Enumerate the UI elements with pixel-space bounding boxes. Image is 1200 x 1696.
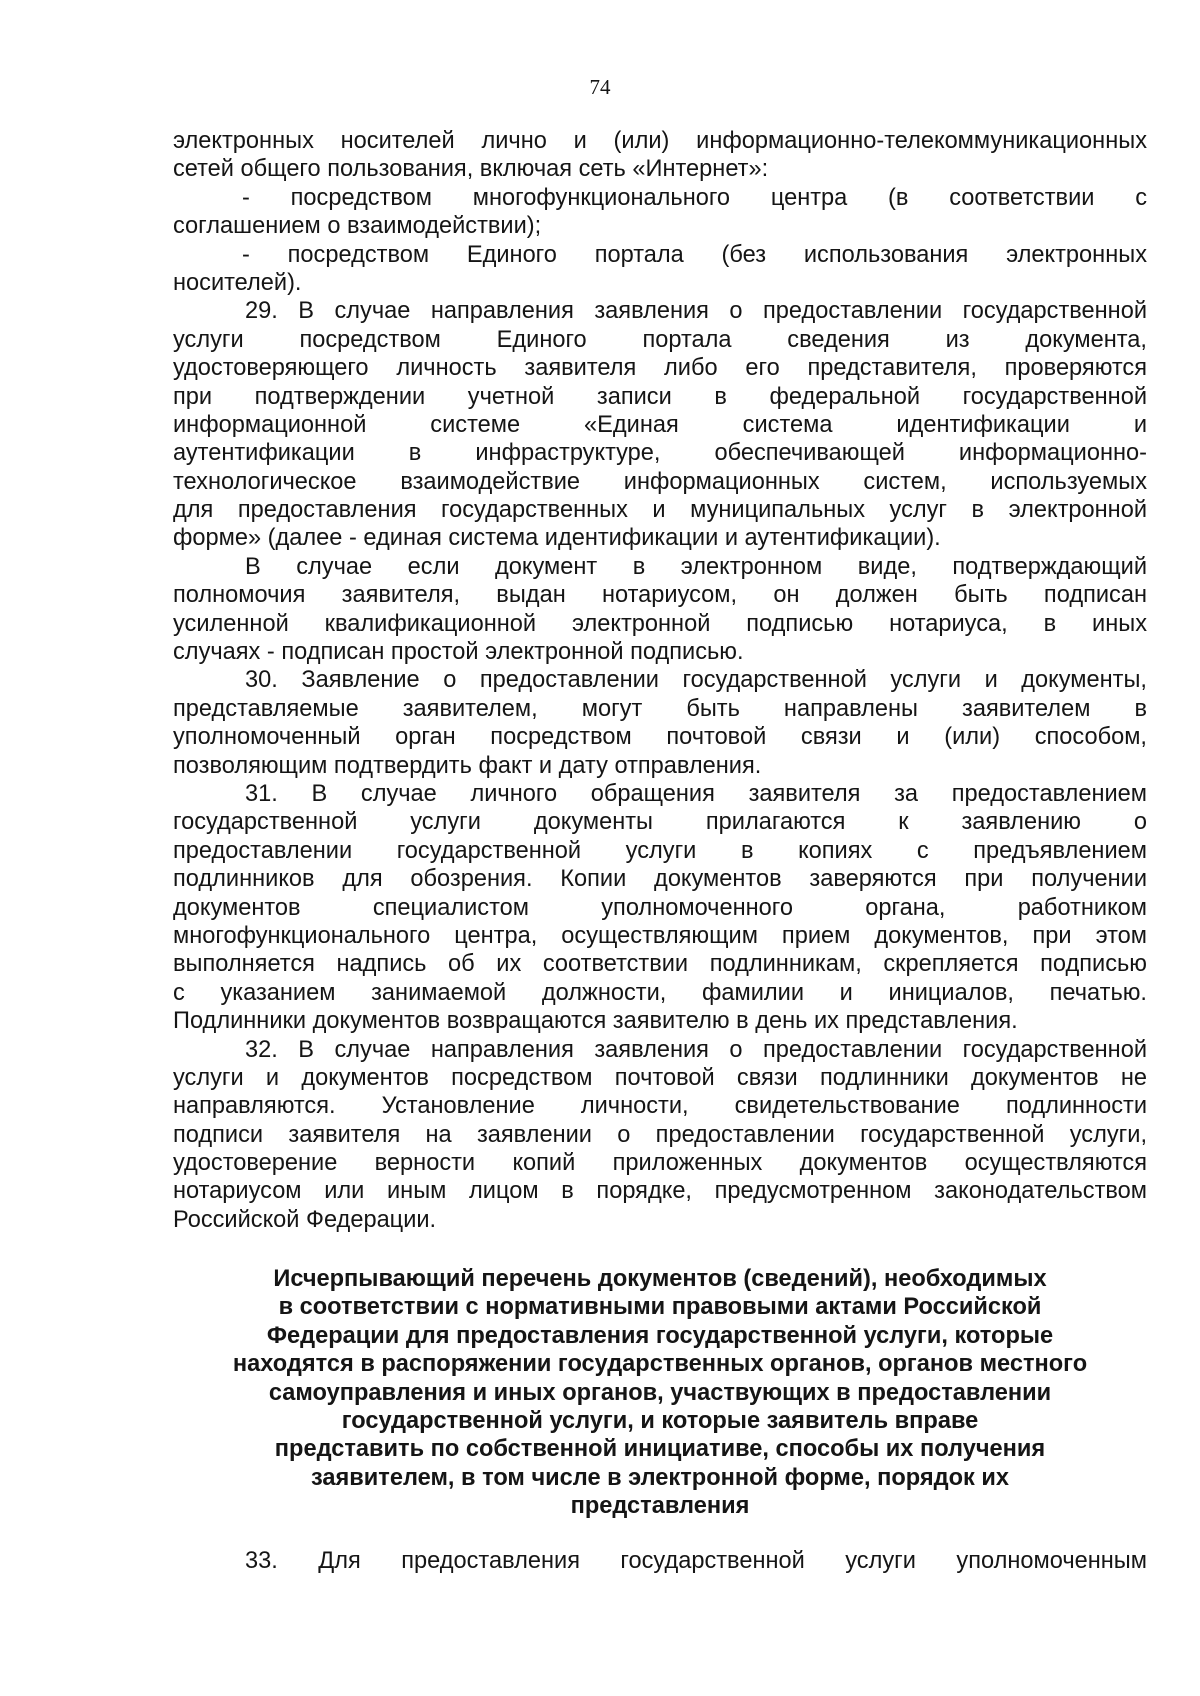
paragraph-32-line: направляются. Установление личности, свидетельствование подлинности bbox=[173, 1093, 1147, 1120]
paragraph-29-line: аутентификации в инфраструктуре, обеспечивающей информационно- bbox=[173, 440, 1147, 467]
paragraph-notary-line: полномочия заявителя, выдан нотариусом, он должен быть подписан bbox=[173, 582, 1147, 609]
paragraph-30-line: уполномоченный орган посредством почтовой связи и (или) способом, bbox=[173, 724, 1147, 751]
paragraph-33 bbox=[173, 1547, 1147, 1575]
paragraph-31-line: выполняется надпись об их соответствии подлинникам, скрепляется подписью bbox=[173, 951, 1147, 978]
paragraph-32-line: услуги и документов посредством почтовой связи подлинники документов не bbox=[173, 1064, 1147, 1091]
heading-line: находятся в распоряжении государственных органов, органов местного bbox=[232, 1351, 1088, 1378]
paragraph-30-line: позволяющим подтвердить факт и дату отправления. bbox=[173, 752, 762, 779]
body-text bbox=[173, 127, 1147, 1234]
paragraph-29-line: при подтверждении учетной записи в федеральной государственной bbox=[173, 383, 1147, 410]
paragraph-32-line: Российской Федерации. bbox=[173, 1206, 437, 1233]
heading-line: представить по собственной инициативе, способы их получения bbox=[274, 1436, 1046, 1463]
heading-line: самоуправления и иных органов, участвующих в предоставлении bbox=[268, 1379, 1052, 1406]
paragraph-31-line: документов специалистом уполномоченного органа, работником bbox=[173, 894, 1147, 921]
paragraph-32-line: подписи заявителя на заявлении о предоставлении государственной услуги, bbox=[173, 1121, 1147, 1148]
paragraph-notary-line: В случае если документ в электронном виде, подтверждающий bbox=[245, 553, 1147, 580]
text-line: соглашением о взаимодействии); bbox=[173, 213, 542, 240]
text-line: - посредством многофункционального центра (в соответствии с bbox=[242, 184, 1147, 211]
text-line: сетей общего пользования, включая сеть «Интернет»: bbox=[173, 156, 769, 183]
paragraph-31-line: 31. В случае личного обращения заявителя за предоставлением bbox=[245, 780, 1147, 807]
heading-line: Федерации для предоставления государственной услуги, которые bbox=[266, 1322, 1054, 1349]
paragraph-29-line: услуги посредством Единого портала сведения из документа, bbox=[173, 326, 1147, 353]
paragraph-30-line: представляемые заявителем, могут быть направлены заявителем в bbox=[173, 695, 1147, 722]
paragraph-31-line: подлинников для обозрения. Копии документов заверяются при получении bbox=[173, 866, 1147, 893]
section-heading bbox=[173, 1265, 1147, 1521]
heading-line: представления bbox=[570, 1493, 750, 1520]
paragraph-33-line: 33. Для предоставления государственной услуги уполномоченным bbox=[245, 1548, 1147, 1574]
paragraph-29-line: для предоставления государственных и муниципальных услуг в электронной bbox=[173, 497, 1147, 524]
paragraph-32-line: удостоверение верности копий приложенных документов осуществляются bbox=[173, 1150, 1147, 1177]
paragraph-31-line: государственной услуги документы прилагаются к заявлению о bbox=[173, 809, 1147, 836]
paragraph-31-line: Подлинники документов возвращаются заявителю в день их представления. bbox=[173, 1008, 1018, 1035]
paragraph-31-line: с указанием занимаемой должности, фамилии и инициалов, печатью. bbox=[173, 979, 1147, 1006]
heading-line: заявителем, в том числе в электронной форме, порядок их bbox=[310, 1464, 1010, 1491]
paragraph-30-line: 30. Заявление о предоставлении государственной услуги и документы, bbox=[245, 667, 1147, 694]
heading-line: государственной услуги, и которые заявитель вправе bbox=[341, 1407, 979, 1434]
heading-line: в соответствии с нормативными правовыми актами Российской bbox=[278, 1294, 1042, 1321]
paragraph-31-line: многофункционального центра, осуществляющим прием документов, при этом bbox=[173, 922, 1147, 949]
page-number: 74 bbox=[589, 75, 611, 99]
text-line: носителей). bbox=[173, 269, 302, 296]
paragraph-29-line: 29. В случае направления заявления о предоставлении государственной bbox=[245, 298, 1147, 325]
paragraph-29-line: информационной системе «Единая система идентификации и bbox=[173, 411, 1147, 438]
paragraph-32-line: 32. В случае направления заявления о предоставлении государственной bbox=[245, 1036, 1147, 1063]
paragraph-31-line: предоставлении государственной услуги в копиях с предъявлением bbox=[173, 837, 1147, 864]
text-line: электронных носителей лично и (или) информационно-телекоммуникационных bbox=[173, 128, 1147, 154]
paragraph-notary-line: усиленной квалификационной электронной подписью нотариуса, в иных bbox=[173, 610, 1147, 637]
heading-line: Исчерпывающий перечень документов (сведений), необходимых bbox=[273, 1266, 1047, 1292]
paragraph-29-line: форме» (далее - единая система идентификации и аутентификации). bbox=[173, 525, 941, 552]
paragraph-29-line: удостоверяющего личность заявителя либо его представителя, проверяются bbox=[173, 355, 1147, 382]
paragraph-32-line: нотариусом или иным лицом в порядке, предусмотренном законодательством bbox=[173, 1178, 1147, 1205]
paragraph-29-line: технологическое взаимодействие информационных систем, используемых bbox=[173, 468, 1147, 495]
text-line: - посредством Единого портала (без использования электронных bbox=[242, 241, 1147, 268]
paragraph-notary-line: случаях - подписан простой электронной подписью. bbox=[173, 639, 744, 666]
